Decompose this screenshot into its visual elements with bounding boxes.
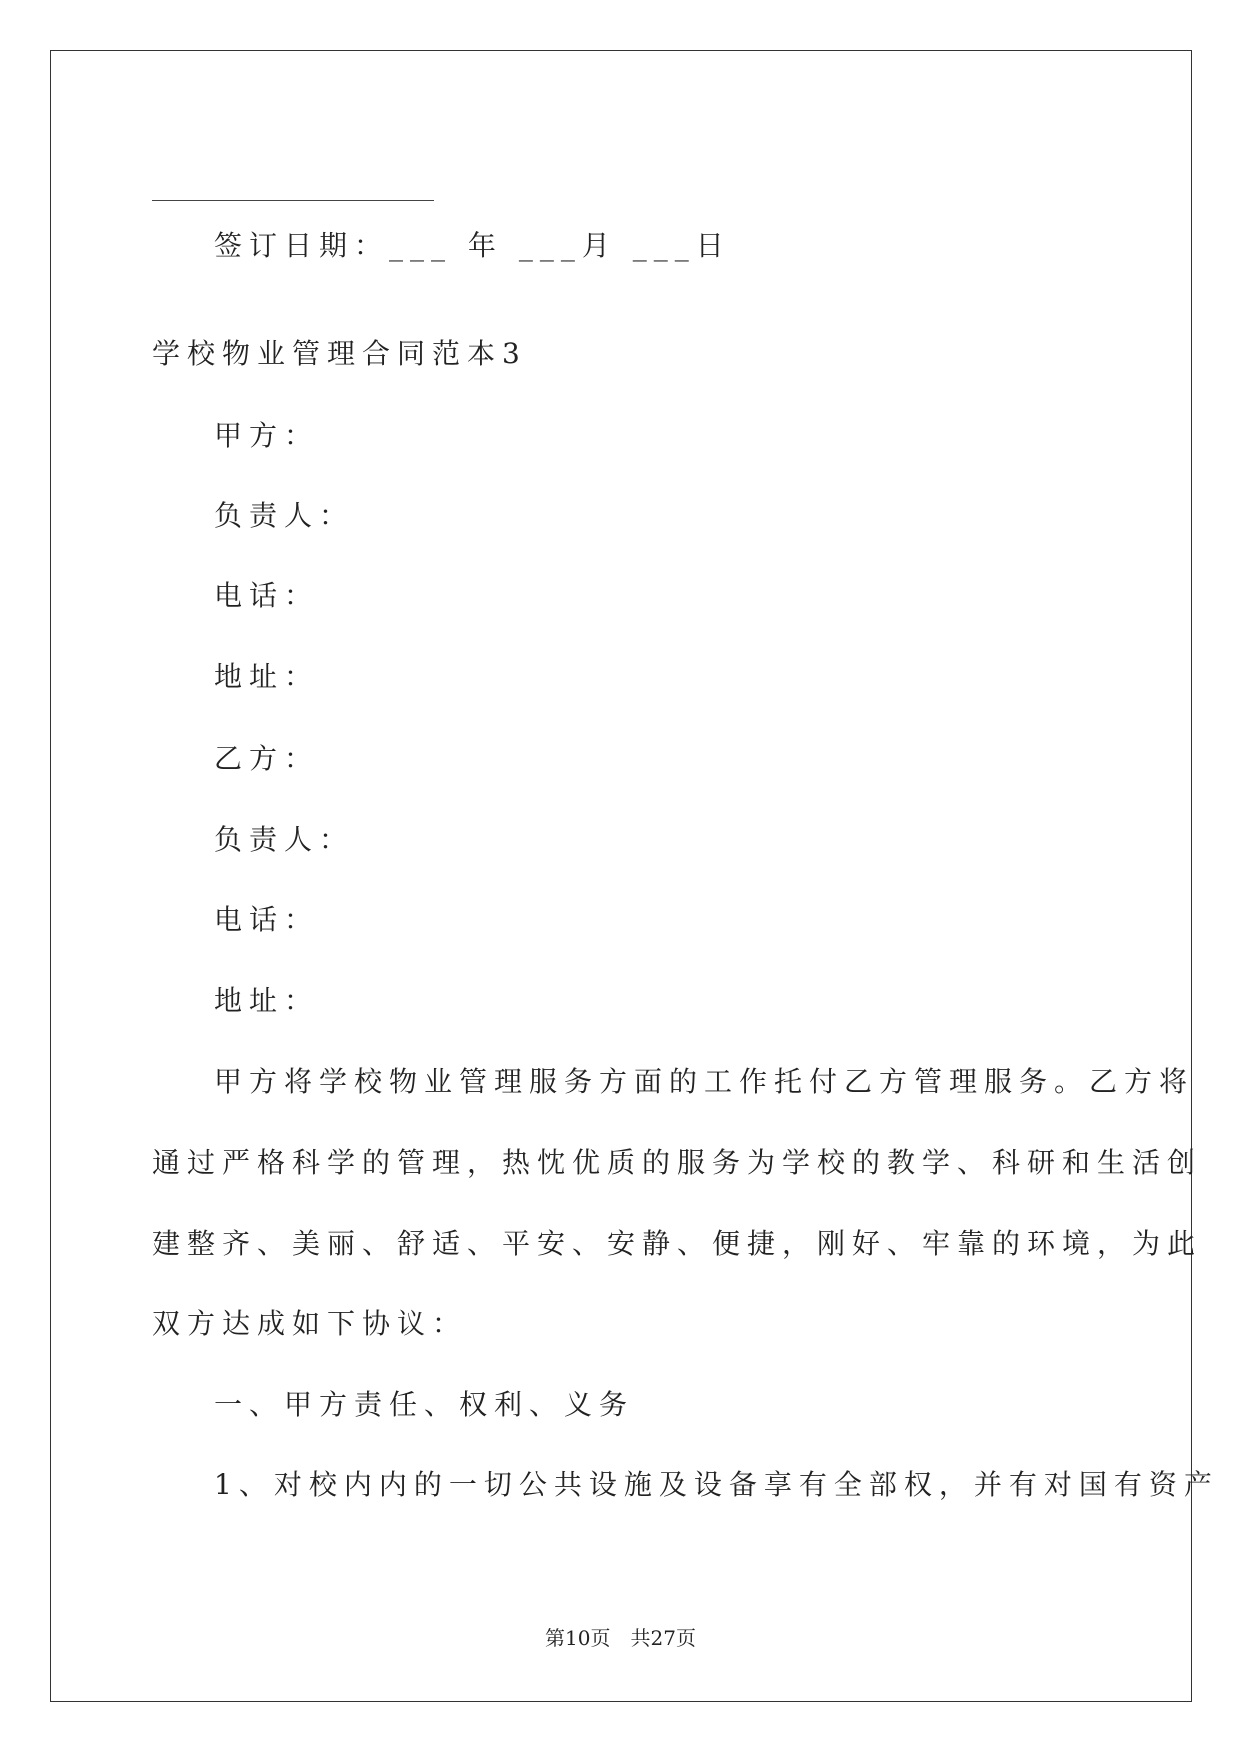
- party-a-phone: 电话：: [214, 579, 320, 612]
- intro-paragraph-line: 甲方将学校物业管理服务方面的工作托付乙方管理服务。乙方将: [214, 1065, 1195, 1098]
- party-b-address: 地址：: [214, 984, 320, 1017]
- page-footer: [0, 1625, 1241, 1651]
- clause-1-line: 1、对校内内的一切公共设施及设备享有全部权，并有对国有资产: [214, 1468, 1219, 1501]
- intro-paragraph-line: 通过严格科学的管理，热忱优质的服务为学校的教学、科研和生活创: [152, 1146, 1203, 1179]
- party-a-person: 负责人：: [214, 499, 355, 532]
- page-border: [50, 50, 1195, 1702]
- page-number-current: 第10页: [545, 1626, 611, 1650]
- party-a-label: 甲方：: [214, 419, 320, 452]
- signing-date-blanks: ___ 年 ___月 ___日: [389, 229, 731, 262]
- party-b-phone: 电话：: [214, 903, 320, 936]
- signature-underline: [152, 200, 434, 201]
- party-b-label: 乙方：: [214, 742, 320, 775]
- intro-paragraph-line: 双方达成如下协议：: [152, 1307, 468, 1340]
- contract-title: 学校物业管理合同范本3: [152, 337, 527, 370]
- party-a-address: 地址：: [214, 660, 320, 693]
- signing-date-label: 签订日期：: [214, 229, 390, 262]
- intro-paragraph-line: 建整齐、美丽、舒适、平安、安静、便捷，刚好、牢靠的环境，为此: [152, 1227, 1203, 1260]
- signing-date-line: [214, 228, 731, 264]
- section-1-heading: 一、甲方责任、权利、义务: [214, 1388, 635, 1421]
- page-number-total: 共27页: [630, 1626, 696, 1650]
- party-b-person: 负责人：: [214, 823, 355, 856]
